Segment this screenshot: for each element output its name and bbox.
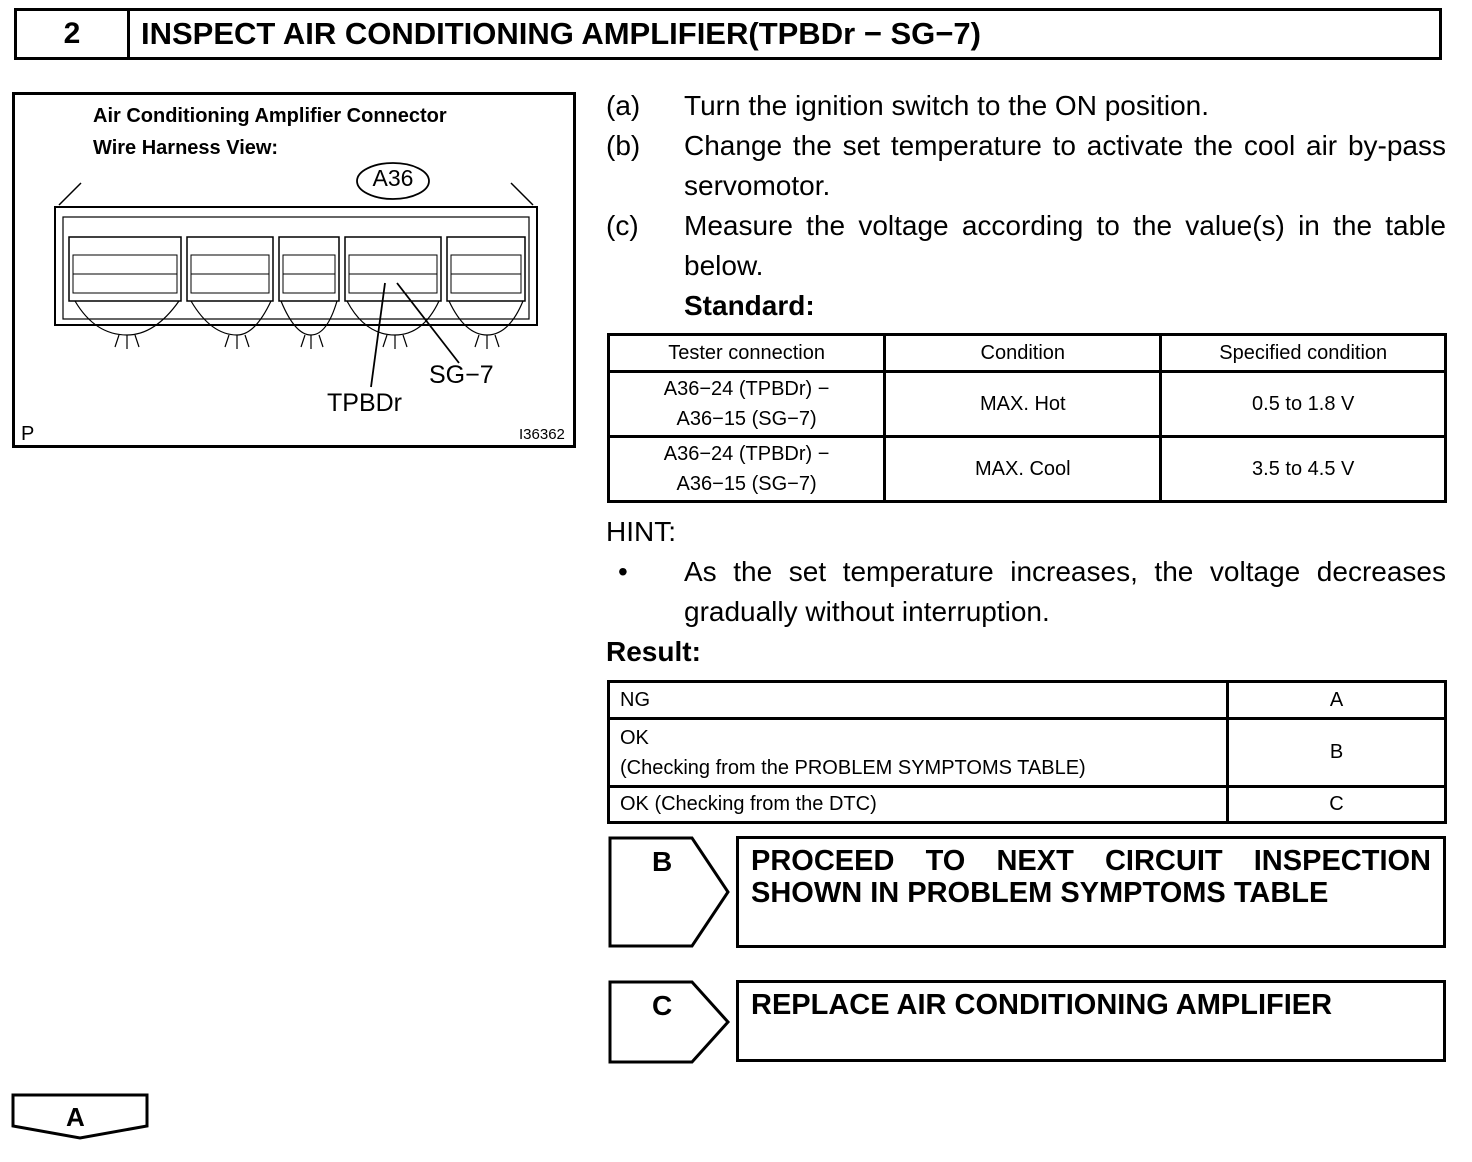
figure-subtitle: Wire Harness View: (93, 137, 279, 159)
tpbdr-leader-line (371, 283, 385, 387)
step-title: INSPECT AIR CONDITIONING AMPLIFIER(TPBDr − SG−7) (141, 16, 981, 51)
specified-condition-cell: 3.5 to 4.5 V (1161, 437, 1446, 502)
figure-corner-letter: P (21, 423, 35, 445)
result-b-letter: B (652, 846, 673, 877)
standard-label: Standard: (684, 290, 815, 321)
result-b-action-box: PROCEED TO NEXT CIRCUIT INSPECTION SHOWN IN PROBLEM SYMPTOMS TABLE (736, 836, 1446, 948)
result-label: Result: (606, 636, 701, 667)
column-header: Specified condition (1161, 335, 1446, 372)
result-c-action-box: REPLACE AIR CONDITIONING AMPLIFIER (736, 980, 1446, 1062)
result-cell: NG (609, 682, 1228, 719)
table-row (609, 719, 1446, 787)
result-line: OK (620, 726, 649, 749)
result-line: (Checking from the PROBLEM SYMPTOMS TABLE) (620, 756, 1086, 779)
step-text-c: Measure the voltage according to the value(s) in the table below. (684, 210, 1446, 281)
column-header: Tester connection (609, 335, 885, 372)
connector-figure (12, 92, 576, 448)
connection-line: A36−24 (TPBDr) − (663, 443, 830, 465)
table-row (609, 682, 1446, 719)
step-marker-a: (a) (606, 90, 641, 121)
standard-table (607, 333, 1447, 503)
connection-line: A36−15 (SG−7) (676, 408, 817, 430)
figure-code: I36362 (519, 426, 565, 443)
column-header: Condition (885, 335, 1161, 372)
connection-line: A36−24 (TPBDr) − (663, 378, 830, 400)
step-text-a: Turn the ignition switch to the ON position. (684, 90, 1209, 121)
terminal-label-tpbdr: TPBDr (327, 389, 402, 417)
step-marker-b: (b) (606, 130, 641, 161)
result-a-letter: A (66, 1102, 85, 1132)
result-cell (609, 719, 1228, 787)
table-row (609, 372, 1446, 437)
result-code-cell: A (1228, 682, 1446, 719)
hint-label: HINT: (606, 516, 676, 547)
tester-connection-cell (609, 372, 885, 437)
table-row (609, 787, 1446, 823)
tester-connection-cell (609, 437, 885, 502)
condition-cell: MAX. Hot (885, 372, 1161, 437)
figure-title: Air Conditioning Amplifier Connector (93, 105, 447, 127)
condition-cell: MAX. Cool (885, 437, 1161, 502)
result-table (607, 680, 1447, 824)
step-number: 2 (17, 11, 130, 57)
connector-id-label: A36 (372, 165, 414, 191)
terminal-label-sg7: SG−7 (429, 361, 494, 389)
table-header-row (609, 335, 1446, 372)
step-marker-c: (c) (606, 210, 639, 241)
table-row (609, 437, 1446, 502)
specified-condition-cell: 0.5 to 1.8 V (1161, 372, 1446, 437)
result-c-letter: C (652, 990, 673, 1021)
hint-bullet: • (618, 556, 628, 587)
hint-text: As the set temperature increases, the voltage decreases gradually without interruption. (684, 556, 1446, 627)
step-header (14, 8, 1442, 60)
connection-line: A36−15 (SG−7) (676, 473, 817, 495)
step-text-b: Change the set temperature to activate the cool air by-pass servomotor. (684, 130, 1446, 201)
sg7-leader-line (397, 283, 459, 363)
result-code-cell: C (1228, 787, 1446, 823)
result-code-cell: B (1228, 719, 1446, 787)
result-cell: OK (Checking from the DTC) (609, 787, 1228, 823)
